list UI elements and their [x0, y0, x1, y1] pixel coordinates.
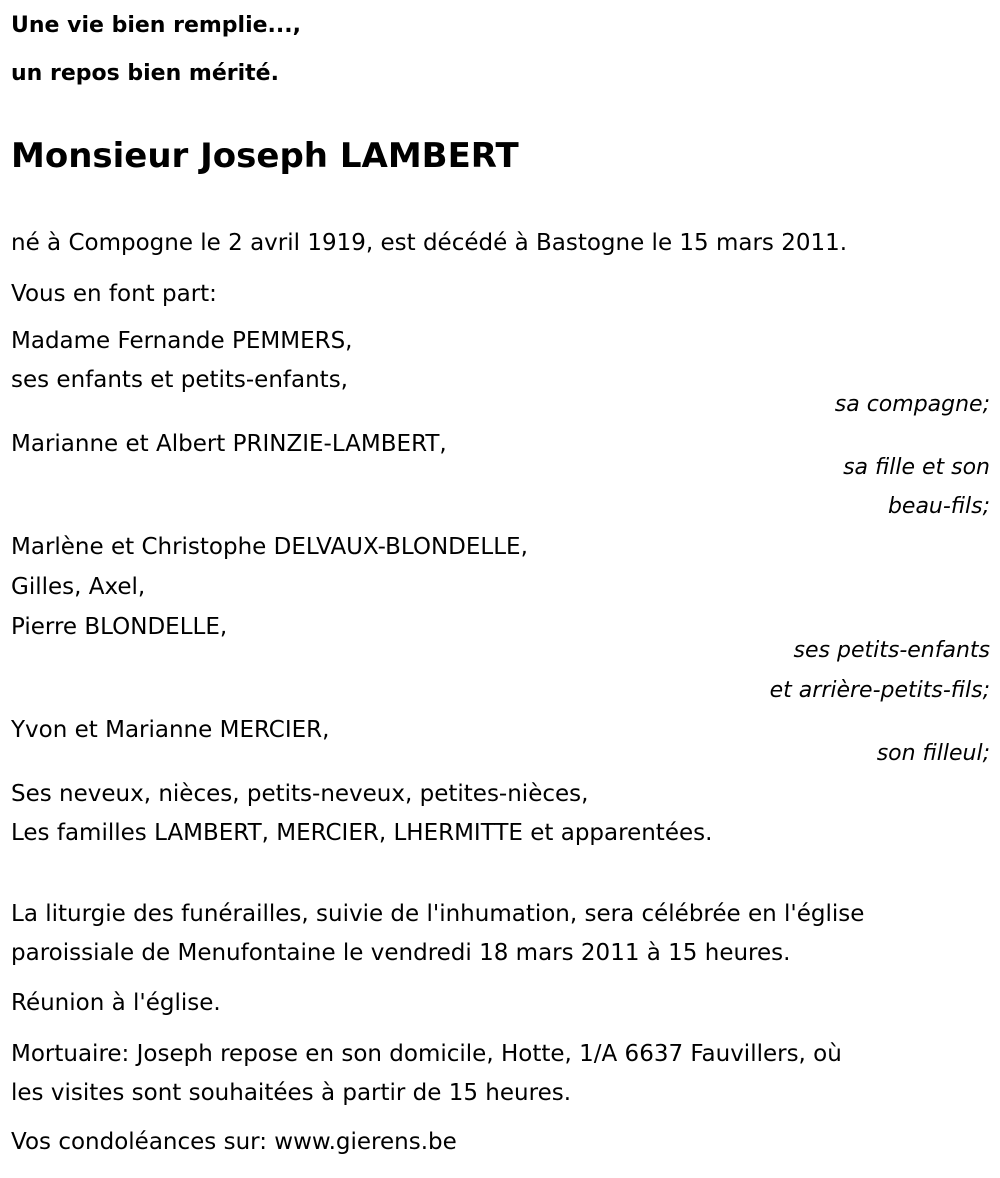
daughter-relation-1: sa fille et son — [843, 455, 990, 480]
meeting-line: Réunion à l'église. — [11, 990, 221, 1016]
grandchildren-line-3: Pierre BLONDELLE, — [11, 614, 228, 640]
grandchildren-line-2: Gilles, Axel, — [11, 574, 146, 600]
families-line: Les familles LAMBERT, MERCIER, LHERMITTE et apparentées. — [11, 820, 713, 846]
motto-line-1: Une vie bien remplie..., — [11, 13, 301, 38]
grandchildren-line-1: Marlène et Christophe DELVAUX-BLONDELLE, — [11, 534, 528, 560]
partner-name: Madame Fernande PEMMERS, — [11, 328, 353, 354]
godson-names: Yvon et Marianne MERCIER, — [11, 717, 330, 743]
grandchildren-relation-1: ses petits-enfants — [793, 638, 990, 663]
partner-relation: sa compagne; — [834, 392, 990, 417]
nephews-line: Ses neveux, nièces, petits-neveux, petites-nièces, — [11, 781, 589, 807]
godson-relation: son filleul; — [876, 741, 990, 766]
birth-death-line: né à Compogne le 2 avril 1919, est décédé à Bastogne le 15 mars 2011. — [11, 230, 848, 256]
mortuary-line-1: Mortuaire: Joseph repose en son domicile, Hotte, 1/A 6637 Fauvillers, où — [11, 1041, 842, 1067]
mortuary-line-2: les visites sont souhaitées à partir de 15 heures. — [11, 1080, 572, 1106]
deceased-name-title: Monsieur Joseph LAMBERT — [11, 136, 519, 176]
partner-children: ses enfants et petits-enfants, — [11, 367, 348, 393]
liturgy-line-2: paroissiale de Menufontaine le vendredi 18 mars 2011 à 15 heures. — [11, 940, 791, 966]
daughter-names: Marianne et Albert PRINZIE-LAMBERT, — [11, 431, 447, 457]
motto-line-2: un repos bien mérité. — [11, 61, 279, 86]
daughter-relation-2: beau-fils; — [887, 494, 990, 519]
condolences-line: Vos condoléances sur: www.gierens.be — [11, 1129, 457, 1155]
liturgy-line-1: La liturgie des funérailles, suivie de l'inhumation, sera célébrée en l'église — [11, 901, 865, 927]
announcement-line: Vous en font part: — [11, 281, 217, 307]
grandchildren-relation-2: et arrière-petits-fils; — [769, 678, 990, 703]
